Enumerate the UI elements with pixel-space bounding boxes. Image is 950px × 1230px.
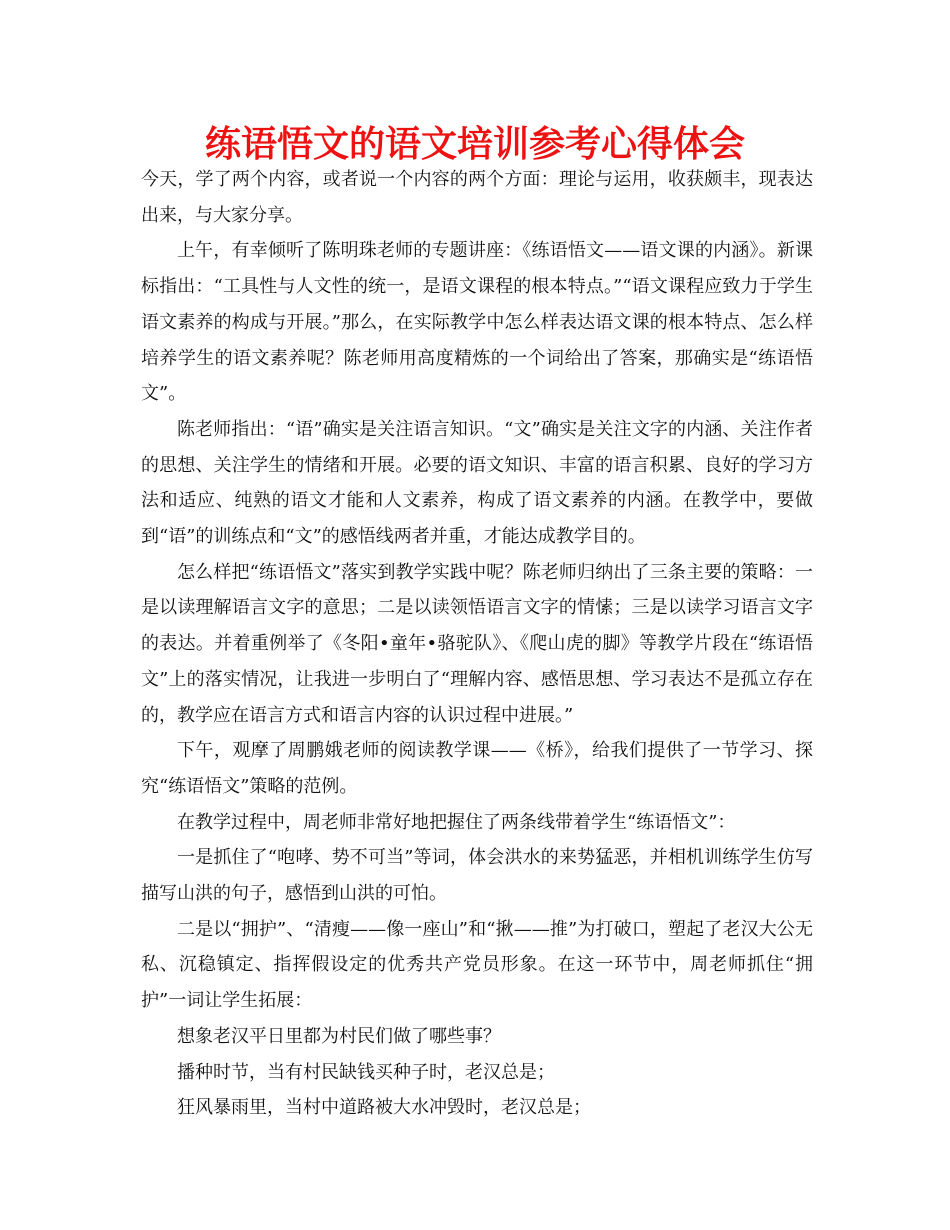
- paragraph-imagine-question: 想象老汉平日里都为村民们做了哪些事？: [177, 1025, 501, 1047]
- document-title: 练语悟文的语文培训参考心得体会: [204, 123, 745, 165]
- paragraph-intro: 今天，学了两个内容，或者说一个内容的两个方面：理论与运用，收获颇丰，现表达出来，与大家分享。: [141, 169, 813, 226]
- paragraph-afternoon-lesson: 下午，观摩了周鹏娥老师的阅读教学课——《桥》，给我们提供了一节学习、探究“练语悟文”策略的范例。: [141, 740, 813, 797]
- paragraph-two-lines: 在教学过程中，周老师非常好地把握住了两条线带着学生“练语悟文”：: [177, 811, 736, 833]
- paragraph-line-two: 二是以“拥护”、“清瘦——像一座山”和“揪——推”为打破口，塑起了老汉大公无私、沉稳镇定、指挥假设定的优秀共产党员形象。在这一环节中，周老师抓住“拥护”一词让学生拓展：: [141, 918, 813, 1012]
- paragraph-strategies: 怎么样把“练语悟文”落实到教学实践中呢？陈老师归纳出了三条主要的策略：一是以读理解语言文字的意思；二是以读领悟语言文字的情愫；三是以读学习语言文字的表达。并着重例举了《冬阳•童年•骆驼队》、《爬山虎的脚》等教学片段在“练语悟文”上的落实情况，让我进一步明白了“理解内容、感悟思想、学习表达不是孤立存在的，教学应在语言方式和语言内容的认识过程中进展。”: [141, 561, 813, 726]
- paragraph-teacher-points: 陈老师指出：“语”确实是关注语言知识。“文”确实是关注文字的内涵、关注作者的思想、关注学生的情绪和开展。必要的语文知识、丰富的语言积累、良好的学习方法和适应、纯熟的语文才能和人文素养，构成了语文素养的内涵。在教学中，要做到“语”的训练点和“文”的感悟线两者并重，才能达成教学目的。: [141, 418, 813, 548]
- paragraph-line-one: 一是抓住了“咆哮、势不可当”等词，体会洪水的来势猛恶，并相机训练学生仿写描写山洪的句子，感悟到山洪的可怕。: [141, 847, 813, 905]
- paragraph-morning-lecture: 上午，有幸倾听了陈明珠老师的专题讲座：《练语悟文——语文课的内涵》。新课标指出：“工具性与人文性的统一，是语文课程的根本特点。”“语文课程应致力于学生语文素养的构成与开展。”那么，在实际教学中怎么样表达语文课的根本特点、怎么样培养学生的语文素养呢？陈老师用高度精炼的一个词给出了答案，那确实是“练语悟文”。: [141, 240, 813, 405]
- paragraph-sowing-season: 播种时节，当有村民缺钱买种子时，老汉总是；: [177, 1061, 555, 1083]
- paragraph-storm: 狂风暴雨里，当村中道路被大水冲毁时，老汉总是；: [177, 1097, 591, 1119]
- document-body: [141, 162, 813, 1126]
